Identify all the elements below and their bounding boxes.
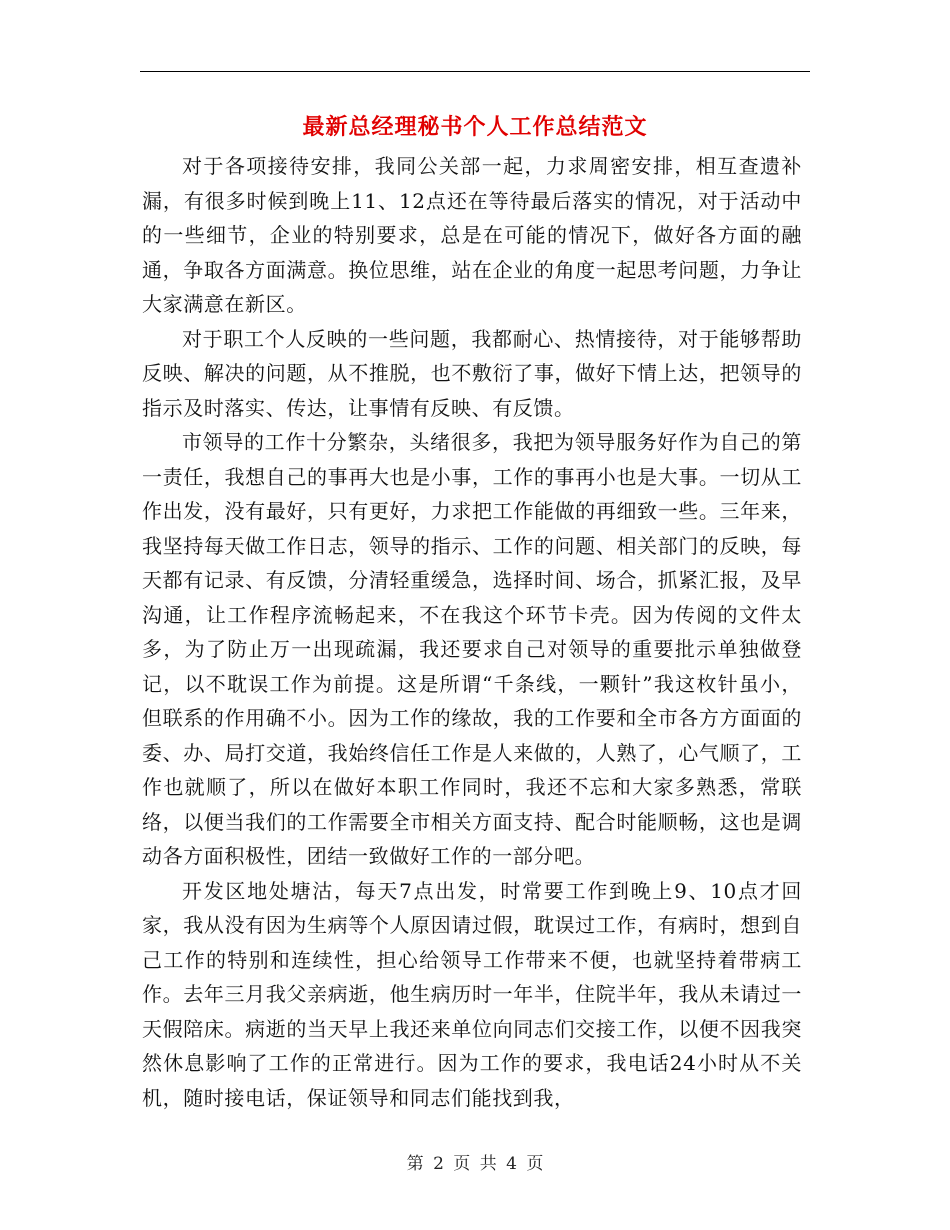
- page-number-footer: 第 2 页 共 4 页: [406, 1154, 544, 1174]
- header-rule: [140, 71, 810, 72]
- paragraph-1: 对于各项接待安排，我同公关部一起，力求周密安排，相互查遗补漏，有很多时候到晚上11、12点还在等待最后落实的情况，对于活动中的一些细节，企业的特别要求，总是在可能的情况下，做好各方面的融通，争取各方面满意。换位思维，站在企业的角度一起思考问题，力争让大家满意在新区。: [142, 154, 802, 316]
- paragraph-2: 对于职工个人反映的一些问题，我都耐心、热情接待，对于能够帮助反映、解决的问题，从不推脱，也不敷衍了事，做好下情上达，把领导的指示及时落实、传达，让事情有反映、有反馈。: [142, 326, 802, 420]
- paragraph-3: 市领导的工作十分繁杂，头绪很多，我把为领导服务好作为自己的第一责任，我想自己的事再大也是小事，工作的事再小也是大事。一切从工作出发，没有最好，只有更好，力求把工作能做的再细致一些。三年来，我坚持每天做工作日志，领导的指示、工作的问题、相关部门的反映，每天都有记录、有反馈，分清轻重缓急，选择时间、场合，抓紧汇报，及早沟通，让工作程序流畅起来，不在我这个环节卡壳。因为传阅的文件太多，为了防止万一出现疏漏，我还要求自己对领导的重要批示单独做登记，以不耽误工作为前提。这是所谓“千条线，一颗针”我这枚针虽小，但联系的作用确不小。因为工作的缘故，我的工作要和全市各方方面面的委、办、局打交道，我始终信任工作是人来做的，人熟了，心气顺了，工作也就顺了，所以在做好本职工作同时，我还不忘和大家多熟悉，常联络，以便当我们的工作需要全市相关方面支持、配合时能顺畅，这也是调动各方面积极性，团结一致做好工作的一部分吧。: [142, 430, 802, 868]
- paragraph-4: 开发区地处塘沽，每天7点出发，时常要工作到晚上9、10点才回家，我从没有因为生病等个人原因请过假，耽误过工作，有病时，想到自己工作的特别和连续性，担心给领导工作带来不便，也就坚持着带病工作。去年三月我父亲病逝，他生病历时一年半，住院半年，我从未请过一天假陪床。病逝的当天早上我还来单位向同志们交接工作，以便不因我突然休息影响了工作的正常进行。因为工作的要求，我电话24小时从不关机，随时接电话，保证领导和同志们能找到我，: [142, 878, 802, 1110]
- document-body: [142, 149, 802, 1115]
- document-title: 最新总经理秘书个人工作总结范文: [302, 114, 648, 140]
